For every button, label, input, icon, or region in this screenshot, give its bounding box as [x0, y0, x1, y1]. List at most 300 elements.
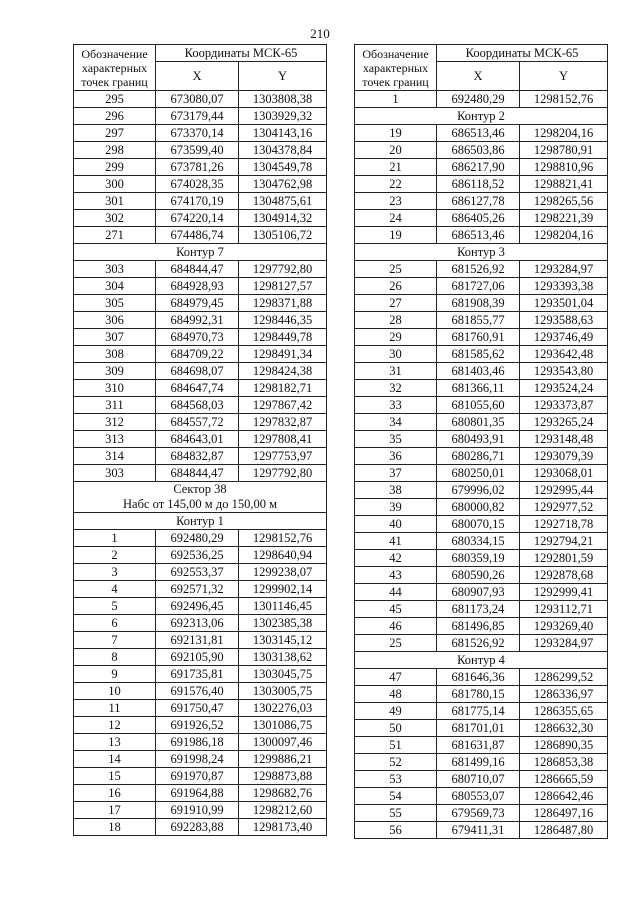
x-cell: 673179,44	[156, 108, 239, 125]
point-cell: 27	[355, 295, 437, 312]
x-cell: 691970,87	[156, 768, 239, 785]
x-cell: 680250,01	[437, 465, 520, 482]
y-cell: 1293284,97	[520, 635, 608, 652]
y-cell: 1304875,61	[239, 193, 327, 210]
point-cell: 29	[355, 329, 437, 346]
table-row	[355, 669, 608, 686]
point-cell: 49	[355, 703, 437, 720]
point-cell: 311	[74, 397, 156, 414]
section-label: Контур 4	[355, 652, 608, 669]
table-row	[74, 598, 327, 615]
header-point-designation: Обозначение характерных точек границ	[355, 45, 437, 91]
x-cell: 684979,45	[156, 295, 239, 312]
x-cell: 680801,35	[437, 414, 520, 431]
coordinates-table-right	[354, 44, 608, 839]
table-row	[74, 108, 327, 125]
table-row	[74, 159, 327, 176]
x-cell: 681855,77	[437, 312, 520, 329]
x-cell: 692480,29	[437, 91, 520, 108]
table-row	[355, 176, 608, 193]
section-row	[355, 652, 608, 669]
table-row	[74, 564, 327, 581]
y-cell: 1304762,98	[239, 176, 327, 193]
table-row	[74, 210, 327, 227]
table-row	[355, 431, 608, 448]
x-cell: 692313,06	[156, 615, 239, 632]
y-cell: 1286487,80	[520, 822, 608, 839]
table-row	[74, 581, 327, 598]
y-cell: 1298204,16	[520, 125, 608, 142]
point-cell: 15	[74, 768, 156, 785]
table-row	[355, 601, 608, 618]
y-cell: 1286642,46	[520, 788, 608, 805]
section-row	[355, 244, 608, 261]
point-cell: 31	[355, 363, 437, 380]
y-cell: 1292801,59	[520, 550, 608, 567]
x-cell: 681775,14	[437, 703, 520, 720]
x-cell: 691964,88	[156, 785, 239, 802]
y-cell: 1293501,04	[520, 295, 608, 312]
table-row	[355, 533, 608, 550]
x-cell: 681526,92	[437, 261, 520, 278]
point-cell: 24	[355, 210, 437, 227]
table-row	[74, 227, 327, 244]
x-cell: 684844,47	[156, 465, 239, 482]
x-cell: 674486,74	[156, 227, 239, 244]
header-x: X	[156, 62, 239, 91]
table-row	[355, 482, 608, 499]
table-row	[355, 550, 608, 567]
y-cell: 1293284,97	[520, 261, 608, 278]
y-cell: 1300097,46	[239, 734, 327, 751]
point-cell: 313	[74, 431, 156, 448]
x-cell: 681585,62	[437, 346, 520, 363]
table-row	[74, 142, 327, 159]
y-cell: 1293393,38	[520, 278, 608, 295]
x-cell: 674170,19	[156, 193, 239, 210]
point-cell: 8	[74, 649, 156, 666]
x-cell: 684643,01	[156, 431, 239, 448]
table-row	[74, 649, 327, 666]
y-cell: 1298212,60	[239, 802, 327, 819]
table-row	[355, 210, 608, 227]
point-cell: 312	[74, 414, 156, 431]
table-row	[74, 176, 327, 193]
x-cell: 673080,07	[156, 91, 239, 108]
y-cell: 1298221,39	[520, 210, 608, 227]
table-row	[74, 717, 327, 734]
y-cell: 1286890,35	[520, 737, 608, 754]
point-cell: 50	[355, 720, 437, 737]
x-cell: 684844,47	[156, 261, 239, 278]
table-row	[74, 312, 327, 329]
table-row	[355, 380, 608, 397]
point-cell: 295	[74, 91, 156, 108]
y-cell: 1293265,24	[520, 414, 608, 431]
table-row	[74, 785, 327, 802]
point-cell: 296	[74, 108, 156, 125]
y-cell: 1292794,21	[520, 533, 608, 550]
table-body-right	[355, 91, 608, 839]
point-cell: 38	[355, 482, 437, 499]
section-row	[74, 513, 327, 530]
y-cell: 1298152,76	[520, 91, 608, 108]
y-cell: 1298424,38	[239, 363, 327, 380]
x-cell: 691576,40	[156, 683, 239, 700]
point-cell: 300	[74, 176, 156, 193]
x-cell: 681727,06	[437, 278, 520, 295]
point-cell: 20	[355, 142, 437, 159]
point-cell: 51	[355, 737, 437, 754]
point-cell: 41	[355, 533, 437, 550]
y-cell: 1298810,96	[520, 159, 608, 176]
point-cell: 56	[355, 822, 437, 839]
x-cell: 674028,35	[156, 176, 239, 193]
point-cell: 4	[74, 581, 156, 598]
x-cell: 692105,90	[156, 649, 239, 666]
y-cell: 1293373,87	[520, 397, 608, 414]
x-cell: 684568,03	[156, 397, 239, 414]
point-cell: 33	[355, 397, 437, 414]
x-cell: 681526,92	[437, 635, 520, 652]
point-cell: 40	[355, 516, 437, 533]
y-cell: 1304914,32	[239, 210, 327, 227]
y-cell: 1293642,48	[520, 346, 608, 363]
y-cell: 1297792,80	[239, 261, 327, 278]
table-row	[355, 754, 608, 771]
point-cell: 304	[74, 278, 156, 295]
y-cell: 1292999,41	[520, 584, 608, 601]
x-cell: 686513,46	[437, 125, 520, 142]
x-cell: 691998,24	[156, 751, 239, 768]
point-cell: 26	[355, 278, 437, 295]
y-cell: 1298446,35	[239, 312, 327, 329]
y-cell: 1292977,52	[520, 499, 608, 516]
y-cell: 1297753,97	[239, 448, 327, 465]
x-cell: 681631,87	[437, 737, 520, 754]
point-cell: 297	[74, 125, 156, 142]
x-cell: 686217,90	[437, 159, 520, 176]
point-cell: 54	[355, 788, 437, 805]
point-cell: 1	[74, 530, 156, 547]
table-row	[74, 615, 327, 632]
point-cell: 37	[355, 465, 437, 482]
table-row	[355, 720, 608, 737]
point-cell: 301	[74, 193, 156, 210]
x-cell: 686503,86	[437, 142, 520, 159]
table-row	[74, 768, 327, 785]
point-cell: 42	[355, 550, 437, 567]
table-row	[355, 703, 608, 720]
y-cell: 1299886,21	[239, 751, 327, 768]
point-cell: 307	[74, 329, 156, 346]
x-cell: 686127,78	[437, 193, 520, 210]
header-x: X	[437, 62, 520, 91]
x-cell: 692553,37	[156, 564, 239, 581]
y-cell: 1293588,63	[520, 312, 608, 329]
table-row	[74, 363, 327, 380]
point-cell: 314	[74, 448, 156, 465]
table-row	[74, 819, 327, 836]
table-row	[74, 683, 327, 700]
y-cell: 1298204,16	[520, 227, 608, 244]
table-row	[355, 822, 608, 839]
y-cell: 1303138,62	[239, 649, 327, 666]
point-cell: 306	[74, 312, 156, 329]
x-cell: 684832,87	[156, 448, 239, 465]
x-cell: 680334,15	[437, 533, 520, 550]
point-cell: 305	[74, 295, 156, 312]
x-cell: 691910,99	[156, 802, 239, 819]
x-cell: 692496,45	[156, 598, 239, 615]
header-y: Y	[239, 62, 327, 91]
point-cell: 47	[355, 669, 437, 686]
x-cell: 680359,19	[437, 550, 520, 567]
section-label: Контур 1	[74, 513, 327, 530]
y-cell: 1298173,40	[239, 819, 327, 836]
y-cell: 1292718,78	[520, 516, 608, 533]
header-coordinates: Координаты МСК-65	[437, 45, 608, 62]
section-row	[355, 108, 608, 125]
table-row	[355, 363, 608, 380]
x-cell: 673370,14	[156, 125, 239, 142]
table-row	[355, 346, 608, 363]
point-cell: 32	[355, 380, 437, 397]
table-row	[355, 193, 608, 210]
table-row	[355, 805, 608, 822]
point-cell: 43	[355, 567, 437, 584]
point-cell: 12	[74, 717, 156, 734]
x-cell: 684709,22	[156, 346, 239, 363]
table-body-left	[74, 91, 327, 836]
header-point-designation: Обозначение характерных точек границ	[74, 45, 156, 91]
table-row	[74, 125, 327, 142]
y-cell: 1298265,56	[520, 193, 608, 210]
x-cell: 691986,18	[156, 734, 239, 751]
point-cell: 18	[74, 819, 156, 836]
table-row	[355, 465, 608, 482]
point-cell: 25	[355, 261, 437, 278]
y-cell: 1303005,75	[239, 683, 327, 700]
x-cell: 679569,73	[437, 805, 520, 822]
table-row	[355, 499, 608, 516]
x-cell: 680553,07	[437, 788, 520, 805]
x-cell: 680000,82	[437, 499, 520, 516]
x-cell: 691750,47	[156, 700, 239, 717]
table-row	[355, 278, 608, 295]
y-cell: 1286299,52	[520, 669, 608, 686]
x-cell: 681403,46	[437, 363, 520, 380]
x-cell: 674220,14	[156, 210, 239, 227]
y-cell: 1297808,41	[239, 431, 327, 448]
y-cell: 1301086,75	[239, 717, 327, 734]
section-row	[74, 244, 327, 261]
point-cell: 55	[355, 805, 437, 822]
table-row	[74, 397, 327, 414]
y-cell: 1298449,78	[239, 329, 327, 346]
table-row	[74, 448, 327, 465]
point-cell: 17	[74, 802, 156, 819]
section-row	[74, 482, 327, 513]
point-cell: 6	[74, 615, 156, 632]
point-cell: 36	[355, 448, 437, 465]
y-cell: 1286665,59	[520, 771, 608, 788]
point-cell: 21	[355, 159, 437, 176]
x-cell: 679411,31	[437, 822, 520, 839]
point-cell: 14	[74, 751, 156, 768]
x-cell: 681366,11	[437, 380, 520, 397]
section-label: Сектор 38 Набс от 145,00 м до 150,00 м	[74, 482, 327, 513]
y-cell: 1301146,45	[239, 598, 327, 615]
table-row	[355, 227, 608, 244]
y-cell: 1298127,57	[239, 278, 327, 295]
point-cell: 30	[355, 346, 437, 363]
x-cell: 681499,16	[437, 754, 520, 771]
x-cell: 684992,31	[156, 312, 239, 329]
table-row	[74, 278, 327, 295]
y-cell: 1298682,76	[239, 785, 327, 802]
y-cell: 1297832,87	[239, 414, 327, 431]
x-cell: 692480,29	[156, 530, 239, 547]
point-cell: 39	[355, 499, 437, 516]
y-cell: 1293269,40	[520, 618, 608, 635]
x-cell: 680493,91	[437, 431, 520, 448]
y-cell: 1298491,34	[239, 346, 327, 363]
y-cell: 1292878,68	[520, 567, 608, 584]
point-cell: 11	[74, 700, 156, 717]
table-row	[74, 666, 327, 683]
y-cell: 1304549,78	[239, 159, 327, 176]
point-cell: 271	[74, 227, 156, 244]
point-cell: 303	[74, 261, 156, 278]
point-cell: 303	[74, 465, 156, 482]
x-cell: 691926,52	[156, 717, 239, 734]
point-cell: 46	[355, 618, 437, 635]
y-cell: 1304143,16	[239, 125, 327, 142]
table-row	[74, 380, 327, 397]
y-cell: 1298821,41	[520, 176, 608, 193]
x-cell: 684647,74	[156, 380, 239, 397]
y-cell: 1298182,71	[239, 380, 327, 397]
section-label: Контур 7	[74, 244, 327, 261]
table-row	[74, 465, 327, 482]
table-row	[74, 346, 327, 363]
y-cell: 1286853,38	[520, 754, 608, 771]
table-row	[74, 632, 327, 649]
point-cell: 44	[355, 584, 437, 601]
x-cell: 681496,85	[437, 618, 520, 635]
y-cell: 1293112,71	[520, 601, 608, 618]
y-cell: 1293079,39	[520, 448, 608, 465]
table-row	[74, 802, 327, 819]
x-cell: 681780,15	[437, 686, 520, 703]
point-cell: 25	[355, 635, 437, 652]
table-row	[355, 788, 608, 805]
table-row	[355, 618, 608, 635]
y-cell: 1302385,38	[239, 615, 327, 632]
y-cell: 1299902,14	[239, 581, 327, 598]
point-cell: 3	[74, 564, 156, 581]
x-cell: 686118,52	[437, 176, 520, 193]
y-cell: 1286336,97	[520, 686, 608, 703]
table-row	[355, 261, 608, 278]
table-row	[74, 734, 327, 751]
table-row	[355, 567, 608, 584]
table-row	[355, 584, 608, 601]
point-cell: 310	[74, 380, 156, 397]
x-cell: 680070,15	[437, 516, 520, 533]
y-cell: 1304378,84	[239, 142, 327, 159]
x-cell: 681646,36	[437, 669, 520, 686]
page-number: 210	[310, 26, 330, 41]
section-label: Контур 2	[355, 108, 608, 125]
table-row	[355, 448, 608, 465]
point-cell: 19	[355, 125, 437, 142]
point-cell: 5	[74, 598, 156, 615]
point-cell: 2	[74, 547, 156, 564]
y-cell: 1293148,48	[520, 431, 608, 448]
table-row	[74, 414, 327, 431]
header-y: Y	[520, 62, 608, 91]
point-cell: 22	[355, 176, 437, 193]
y-cell: 1298640,94	[239, 547, 327, 564]
y-cell: 1305106,72	[239, 227, 327, 244]
point-cell: 16	[74, 785, 156, 802]
x-cell: 684928,93	[156, 278, 239, 295]
table-row	[355, 91, 608, 108]
y-cell: 1293746,49	[520, 329, 608, 346]
table-row	[355, 397, 608, 414]
x-cell: 680710,07	[437, 771, 520, 788]
point-cell: 52	[355, 754, 437, 771]
coordinates-table-left	[73, 44, 327, 836]
x-cell: 680590,26	[437, 567, 520, 584]
x-cell: 681908,39	[437, 295, 520, 312]
y-cell: 1297792,80	[239, 465, 327, 482]
x-cell: 681055,60	[437, 397, 520, 414]
x-cell: 679996,02	[437, 482, 520, 499]
table-row	[355, 159, 608, 176]
point-cell: 19	[355, 227, 437, 244]
header-coordinates: Координаты МСК-65	[156, 45, 327, 62]
x-cell: 684557,72	[156, 414, 239, 431]
y-cell: 1298152,76	[239, 530, 327, 547]
point-cell: 35	[355, 431, 437, 448]
table-row	[74, 530, 327, 547]
y-cell: 1298873,88	[239, 768, 327, 785]
y-cell: 1303929,32	[239, 108, 327, 125]
y-cell: 1293068,01	[520, 465, 608, 482]
point-cell: 28	[355, 312, 437, 329]
x-cell: 692571,32	[156, 581, 239, 598]
point-cell: 7	[74, 632, 156, 649]
table-row	[74, 261, 327, 278]
x-cell: 692131,81	[156, 632, 239, 649]
point-cell: 298	[74, 142, 156, 159]
y-cell: 1297867,42	[239, 397, 327, 414]
point-cell: 309	[74, 363, 156, 380]
x-cell: 692536,25	[156, 547, 239, 564]
point-cell: 299	[74, 159, 156, 176]
table-row	[355, 329, 608, 346]
x-cell: 681173,24	[437, 601, 520, 618]
x-cell: 673599,40	[156, 142, 239, 159]
point-cell: 45	[355, 601, 437, 618]
x-cell: 680286,71	[437, 448, 520, 465]
point-cell: 1	[355, 91, 437, 108]
x-cell: 686405,26	[437, 210, 520, 227]
point-cell: 13	[74, 734, 156, 751]
